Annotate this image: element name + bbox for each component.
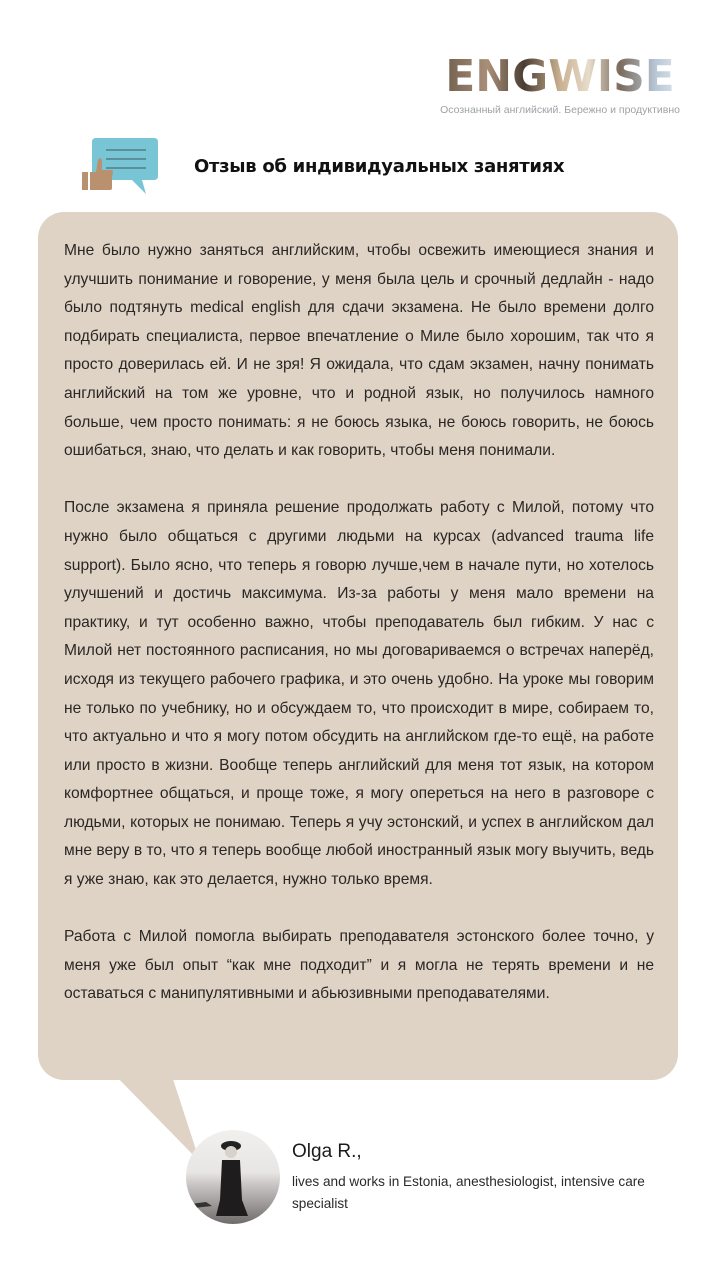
logo-wordmark: ENGWISE — [440, 52, 680, 102]
author-block — [38, 1130, 678, 1260]
review-bubble — [38, 212, 678, 1080]
author-description: lives and works in Estonia, anesthesiologist, intensive care specialist — [292, 1174, 645, 1211]
review-section — [38, 212, 678, 1260]
review-paragraph: Мне было нужно заняться английским, чтобы освежить имеющиеся знания и улучшить понимание и говорение, у меня была цель и срочный дедлайн - надо было подтянуть medical english для сдачи экзамена. Не было времени долго подбирать специалиста, первое впечатление о Миле было хорошим, так что я просто доверилась ей. И не зря! Я ожидала, что сдам экзамен, начну понимать английский на том же уровне, что и родной язык, но получилось намного больше, чем просто понимать: я не боюсь языка, не боюсь говорить, не боюсь ошибаться, знаю, что делать и как говорить, чтобы меня понимали. — [64, 242, 654, 460]
review-paragraph: Работа с Милой помогла выбирать преподавателя эстонского более точно, у меня уже был опыт “как мне подходит” и я могла не терять времени и не оставаться с манипулятивными и абьюзивными преподавателями. — [64, 928, 654, 1003]
logo-tagline: Осознанный английский. Бережно и продуктивно — [440, 104, 680, 116]
page-title: Отзыв об индивидуальных занятиях — [194, 156, 565, 177]
review-text — [64, 237, 654, 1009]
review-thumbs-up-chat-icon — [80, 138, 160, 198]
author-avatar — [186, 1130, 280, 1224]
brand-logo — [440, 52, 680, 117]
author-name: Olga R., — [292, 1141, 362, 1162]
review-paragraph: После экзамена я приняла решение продолжать работу с Милой, потому что нужно было общаться с другими людьми на курсах (advanced trauma life support). Было ясно, что теперь я говорю лучше,чем в начале пути, но хотелось улучшений и достичь максимума. Из-за работы у меня мало времени на практику, и тут особенно важно, чтобы преподаватель был гибким. У нас с Милой нет постоянного расписания, но мы договариваемся о встречах наперёд, исходя из текущего рабочего графика, и это очень удобно. На уроке мы говорим не только по учебнику, но и обсуждаем то, что происходит в мире, собираем то, что актуально и что я могу потом обсудить на английском где-то ещё, на работе или просто в жизни. Вообще теперь английский для меня тот язык, на котором комфортнее общаться, и проще тоже, я могу опереться на него в разговоре с людьми, которых не понимаю. Теперь я учу эстонский, и успех в английском дал мне веру в то, что я теперь вообще любой иностранный язык могу выучить, ведь я уже знаю, как это делается, нужно только время. — [64, 499, 654, 889]
